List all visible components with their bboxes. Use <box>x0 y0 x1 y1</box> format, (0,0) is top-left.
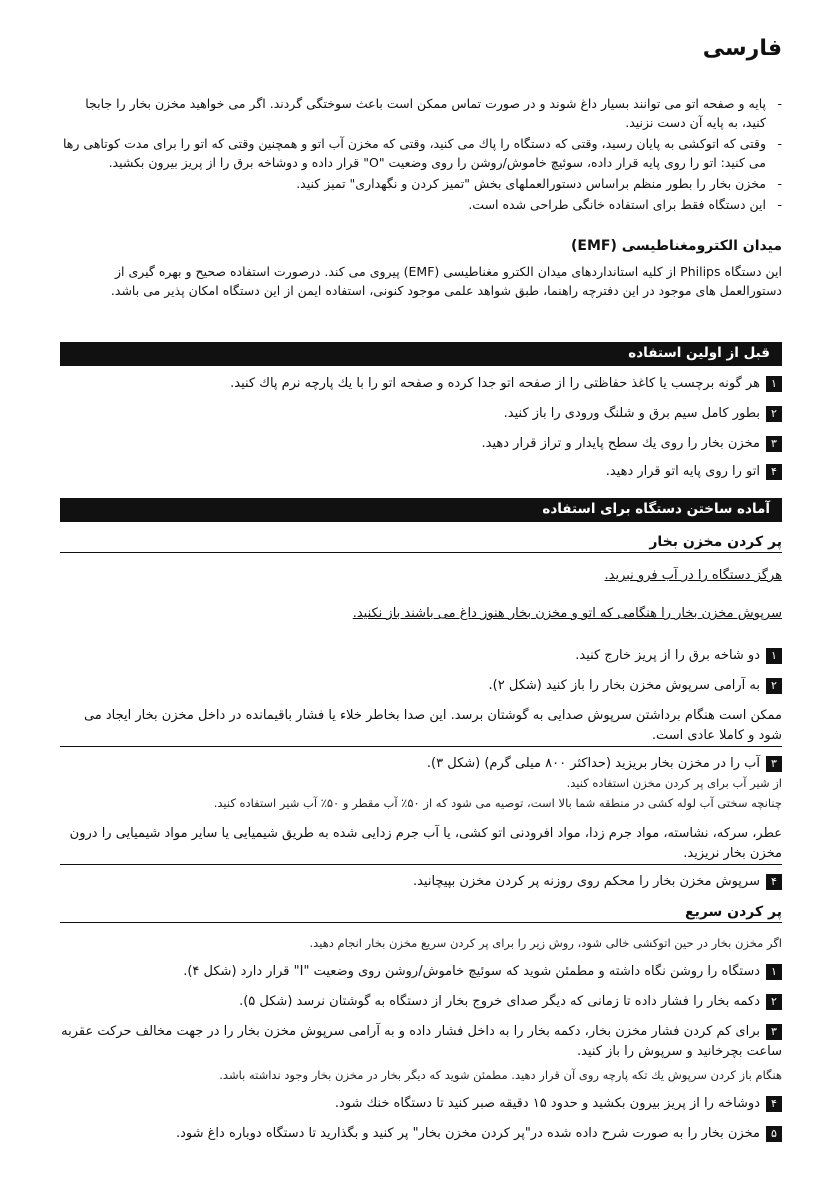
step-text: مخزن بخار را روی یك سطح پایدار و تراز قرار دهید. <box>481 436 760 451</box>
tip-text: چنانچه سختی آب لوله کشی در منطقه شما بالا است، توصیه می شود که از ۵۰٪ آب مقطر و ۵۰٪ آب شیر استفاده کنید. <box>213 796 782 810</box>
emf-body: این دستگاه Philips از کلیه استانداردهای میدان الکترو مغناطیسی (EMF) پیروی می کند. درصورت استفاده صحیح و بهره گیری از دستورالعمل های موجود در این دفترچه راهنما، طبق شواهد علمی موجود کنونی، استفاده ایمن از این دستگاه امکان پذیر می باشد. <box>110 264 782 298</box>
step-text: هر گونه برچسب یا کاغذ حفاظتی را از صفحه اتو جدا کرده و صفحه اتو را با یك پارچه نرم پاك کنید. <box>230 376 760 391</box>
language-title: فارسی <box>702 36 782 61</box>
warning-text: عطر، سرکه، نشاسته، مواد جرم زدا، مواد افرودنی اتو کشی، یا آب جرم زدایی شده به طریق شیمیایی یا سایر مواد شیمیایی را درون مخزن بخار نریزید. <box>60 824 782 865</box>
step-text: سرپوش مخزن بخار را محکم روی روزنه پر کردن مخزن بپیچانید. <box>412 874 760 889</box>
note-text: هنگام باز کردن سرپوش یك تکه پارچه روی آن قرار دهید. مطمئن شوید که دیگر بخار در مخزن بخار وجود نداشته باشد. <box>219 1068 782 1082</box>
step-item <box>60 462 782 482</box>
emf-heading: میدان الکترومغناطیسی (EMF) <box>570 238 782 254</box>
note-text: ممکن است هنگام برداشتن سرپوش صدایی به گوشتان برسد. این صدا بخاطر خلاء یا فشار باقیمانده در داخل مخزن بخار ایجاد می شود و کاملا عادی است. <box>60 706 782 747</box>
step-item <box>60 754 782 774</box>
step-text: دکمه بخار را فشار داده تا زمانی که دیگر صدای خروج بخار از دستگاه به گوشتان نرسد (شکل ۵). <box>239 994 760 1009</box>
step-number: ۱ <box>766 376 782 392</box>
step-text: به آرامی سرپوش مخزن بخار را باز کنید (شکل ۲). <box>488 678 760 693</box>
list-item <box>60 195 782 214</box>
warning-text: سرپوش مخزن بخار را هنگامی که اتو و مخزن بخار هنوز داغ می باشند باز نکنید. <box>352 606 782 621</box>
step-item <box>60 404 782 424</box>
step-number: ۳ <box>766 436 782 452</box>
list-item <box>60 174 782 193</box>
list-item <box>60 94 782 132</box>
step-item <box>60 962 782 982</box>
step-text: مخزن بخار را به صورت شرح داده شده در"پر کردن مخزن بخار" پر کنید و بگذارید تا دستگاه دوباره داغ شود. <box>176 1126 760 1141</box>
step-number: ۱ <box>766 964 782 980</box>
step-number: ۳ <box>766 756 782 772</box>
step-text: برای کم کردن فشار مخزن بخار، دکمه بخار را به داخل فشار داده و به آرامی سرپوش مخزن بخار را در جهت مخالف حرکت عقربه ساعت بچرخانید و سرپوش را باز کنید. <box>61 1024 782 1059</box>
fill-heading: پر کردن مخزن بخار <box>60 534 782 553</box>
step-item <box>60 872 782 892</box>
step-number: ۲ <box>766 678 782 694</box>
step-item <box>60 992 782 1012</box>
step-item <box>60 676 782 696</box>
step-text: اتو را روی پایه اتو قرار دهید. <box>605 464 760 479</box>
step-number: ۱ <box>766 648 782 664</box>
quick-fill-heading: پر کردن سریع <box>60 904 782 923</box>
section-bar-prepare <box>60 498 782 522</box>
step-number: ۲ <box>766 406 782 422</box>
step-text: دو شاخه برق را از پریز خارج کنید. <box>575 648 760 663</box>
step-number: ۳ <box>766 1024 782 1040</box>
bullet-dash: - <box>777 176 782 191</box>
step-number: ۴ <box>766 1096 782 1112</box>
section-bar-before-first-use <box>60 342 782 366</box>
list-item <box>60 134 782 172</box>
step-number: ۴ <box>766 464 782 480</box>
bullet-text: وقتی که اتوکشی به پایان رسید، وقتی که دستگاه را پاك می کنید، وقتی که مخزن آب اتو و همچنین وقتی که اتو را برای مدت کوتاهی رها می کنید: اتو را روی پایه قرار داده، سوئیچ خاموش/روشن را روی وضعیت "O" قرار داده و دوشاخه برق را از پریز بیرون بکشید. <box>62 136 766 170</box>
step-item <box>60 1094 782 1114</box>
intro-text: اگر مخزن بخار در حین اتوکشی خالی شود، روش زیر را برای پر کردن سریع مخزن بخار انجام دهید. <box>309 936 782 950</box>
tip-text: از شیر آب برای پر کردن مخزن استفاده کنید. <box>566 776 782 790</box>
warning-text: هرگز دستگاه را در آب فرو نبرید. <box>604 568 782 583</box>
step-text: بطور کامل سیم برق و شلنگ ورودی را باز کنید. <box>503 406 760 421</box>
bullet-dash: - <box>777 197 782 212</box>
step-text: دستگاه را روشن نگاه داشته و مطمئن شوید که سوئیچ خاموش/روشن روی وضعیت "I" قرار دارد (شکل ۴). <box>183 964 760 979</box>
bullet-dash: - <box>777 96 782 111</box>
bullet-text: مخزن بخار را بطور منظم براساس دستورالعملهای بخش "تمیز کردن و نگهداری" تمیز کنید. <box>296 176 766 191</box>
safety-bullet-list <box>60 94 782 216</box>
step-number: ۵ <box>766 1126 782 1142</box>
step-text: آب را در مخزن بخار بریزید (حداکثر ۸۰۰ میلی گرم) (شکل ۳). <box>426 756 760 771</box>
bullet-text: این دستگاه فقط برای استفاده خانگی طراحی شده است. <box>468 197 766 212</box>
step-item <box>60 1124 782 1144</box>
step-item <box>60 374 782 394</box>
step-number: ۴ <box>766 874 782 890</box>
step-item <box>60 646 782 666</box>
step-item <box>60 1022 782 1062</box>
section-title: آماده ساختن دستگاه برای استفاده <box>542 501 770 517</box>
bullet-text: پایه و صفحه اتو می توانند بسیار داغ شوند و در صورت تماس ممکن است باعث سوختگی گردند. اگر می خواهید مخزن بخار را جابجا کنید، به پایه آن دست نزنید. <box>85 96 766 130</box>
section-title: قبل از اولین استفاده <box>628 345 770 361</box>
step-item <box>60 434 782 454</box>
bullet-dash: - <box>777 136 782 151</box>
step-text: دوشاخه را از پریز بیرون بکشید و حدود ۱۵ دقیقه صبر کنید تا دستگاه خنك شود. <box>334 1096 760 1111</box>
step-number: ۲ <box>766 994 782 1010</box>
